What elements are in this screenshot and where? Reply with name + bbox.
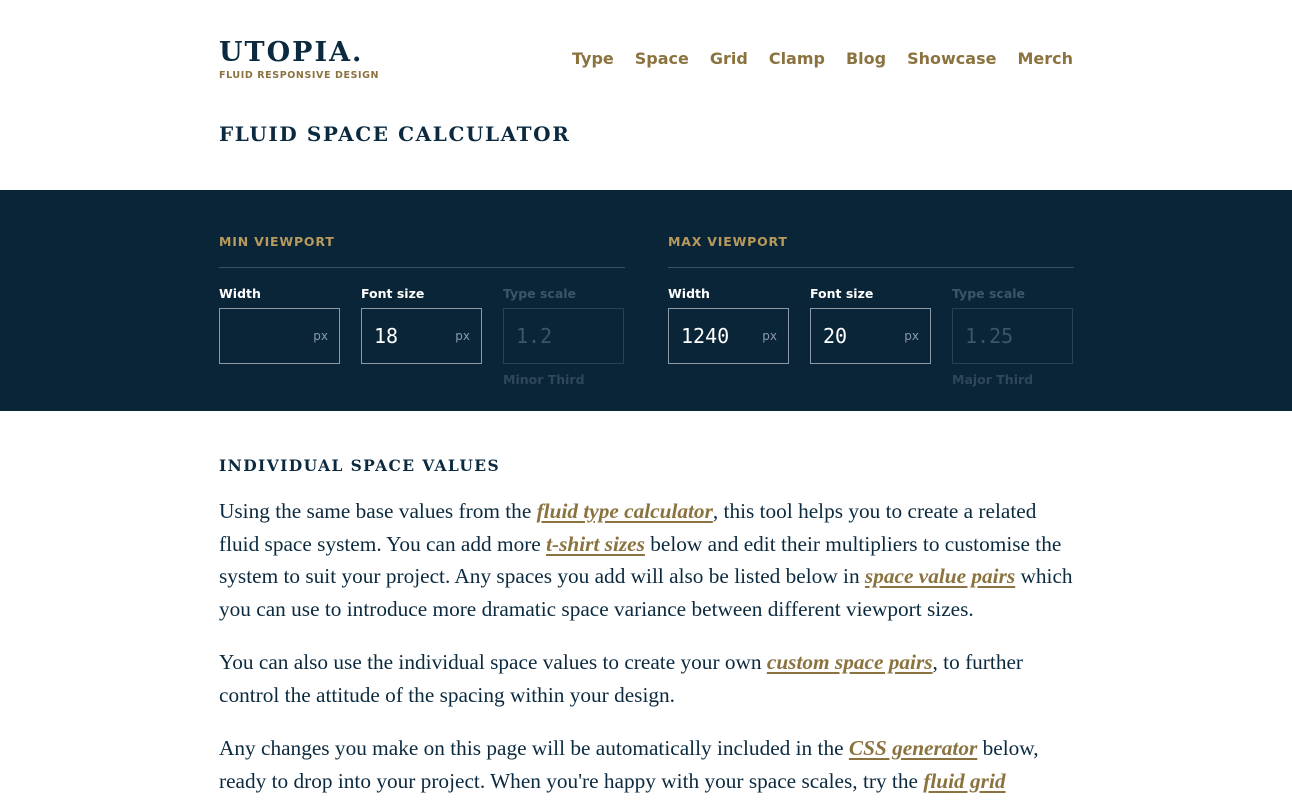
paragraph-css-generator [219, 732, 1079, 797]
min-width-label: Width [219, 286, 261, 301]
min-width-unit: px [313, 329, 328, 343]
page-title: FLUID SPACE CALCULATOR [219, 122, 571, 146]
max-font-size-unit: px [904, 329, 919, 343]
max-font-size-value: 20 [823, 324, 848, 348]
max-viewport-label: MAX VIEWPORT [668, 234, 1074, 268]
max-width-field [668, 286, 789, 387]
nav-link-type[interactable]: Type [572, 49, 614, 68]
logo-tagline: FLUID RESPONSIVE DESIGN [219, 70, 380, 81]
max-width-label: Width [668, 286, 710, 301]
min-width-field [219, 286, 340, 387]
max-width-value: 1240 [681, 324, 730, 348]
max-type-scale-name: Major Third [952, 372, 1034, 387]
logo-wordmark: UTOPIA. [219, 37, 364, 68]
text: Using the same base values from the [219, 499, 537, 523]
text: , this tool helps you to create a related fluid space system. You can add more [219, 499, 1037, 556]
space-value-pairs-link[interactable]: space value pairs [864, 564, 1016, 588]
max-type-scale-field [952, 286, 1073, 387]
text: You can also use the individual space values to create your own [219, 650, 767, 674]
min-font-size-unit: px [455, 329, 470, 343]
max-type-scale-label: Type scale [952, 286, 1026, 301]
min-type-scale-label: Type scale [503, 286, 577, 301]
logo[interactable] [219, 38, 379, 81]
text: which you can use to introduce more dramatic space variance between different viewport sizes. [219, 564, 1073, 621]
section-body [219, 495, 1079, 808]
min-type-scale-input [503, 308, 624, 364]
max-type-scale-value: 1.25 [965, 324, 1014, 348]
max-viewport-group [668, 234, 1074, 387]
paragraph-custom-pairs [219, 646, 1079, 711]
min-viewport-group [219, 234, 625, 387]
min-font-size-value: 18 [374, 324, 399, 348]
max-type-scale-input [952, 308, 1073, 364]
fluid-grid-link[interactable]: fluid grid [923, 768, 1006, 793]
paragraph-intro [219, 495, 1079, 625]
viewport-config-panel [0, 190, 1292, 411]
nav-link-blog[interactable]: Blog [845, 49, 887, 68]
min-type-scale-value: 1.2 [516, 324, 553, 348]
text: Any changes you make on this page will be automatically included in the [219, 736, 849, 760]
nav-link-clamp[interactable]: Clamp [768, 49, 825, 68]
t-shirt-sizes-link[interactable]: t-shirt sizes [546, 531, 645, 556]
text: , to further control the attitude of the spacing within your design. [219, 650, 1024, 707]
max-font-size-input[interactable] [810, 308, 931, 364]
min-font-size-field [361, 286, 482, 387]
min-viewport-label: MIN VIEWPORT [219, 234, 625, 268]
nav-link-grid[interactable]: Grid [709, 49, 748, 68]
css-generator-link[interactable]: CSS generator [848, 736, 978, 760]
text: below, ready to drop into your project. When you're happy with your space scales, try the [219, 736, 1039, 793]
section-title: INDIVIDUAL SPACE VALUES [219, 456, 501, 475]
min-type-scale-name: Minor Third [503, 372, 585, 387]
min-font-size-input[interactable] [361, 308, 482, 364]
custom-space-pairs-link[interactable]: custom space pairs [766, 650, 933, 674]
min-type-scale-field [503, 286, 624, 387]
nav-link-space[interactable]: Space [634, 49, 689, 68]
max-width-unit: px [762, 329, 777, 343]
max-font-size-field [810, 286, 931, 387]
max-font-size-label: Font size [810, 286, 874, 301]
nav-link-merch[interactable]: Merch [1017, 49, 1073, 68]
text: below and edit their multipliers to customise the system to suit your project. Any spaces you add will also be listed below in [219, 531, 1062, 588]
max-width-input[interactable] [668, 308, 789, 364]
nav-link-showcase[interactable]: Showcase [907, 49, 997, 68]
fluid-type-calculator-link[interactable]: fluid type calculator [536, 499, 713, 523]
min-width-input[interactable] [219, 308, 340, 364]
main-nav [551, 49, 1073, 68]
min-font-size-label: Font size [361, 286, 425, 301]
